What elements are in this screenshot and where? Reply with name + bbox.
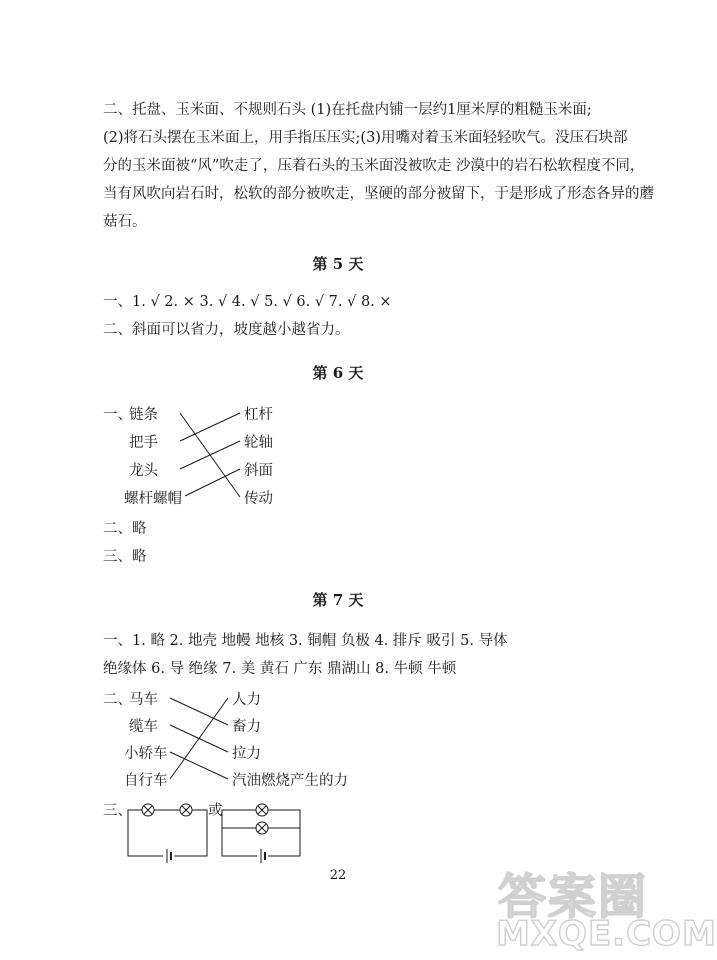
day7-answer-1: 一、1. 略 2. 地壳 地幔 地核 3. 铜帽 负极 4. 排斥 吸引 5. 导体 [103, 633, 508, 649]
day5-answer-1: 一、1. √ 2. × 3. √ 4. √ 5. √ 6. √ 7. √ 8. × [103, 294, 392, 310]
day6-item1-prefix: 一、 [103, 407, 132, 423]
day5-answer-2: 二、斜面可以省力，坡度越小越省力。 [103, 322, 350, 338]
day6-right-1: 轮轴 [244, 435, 273, 451]
day6-heading: 第 6 天 [312, 364, 364, 382]
paragraph-line-2: (2)将石头摆在玉米面上，用手指压压实;(3)用嘴对着玉米面轻轻吹气。没压石块部 [103, 130, 628, 146]
paragraph-line-5: 菇石。 [103, 214, 147, 230]
day7-left-2: 小轿车 [124, 746, 168, 762]
day6-right-3: 传动 [244, 491, 273, 507]
day6-left-2: 龙头 [129, 463, 158, 479]
day7-item2-prefix: 二、 [103, 692, 132, 708]
day7-right-0: 人力 [232, 692, 261, 708]
watermark-logo: 答案圈 [498, 869, 649, 925]
day6-left-0: 链条 [129, 407, 158, 423]
page-number: 22 [329, 868, 347, 883]
day6-left-3: 螺杆螺帽 [124, 491, 182, 507]
paragraph-line-4: 当有风吹向岩石时，松软的部分被吹走，坚硬的部分被留下，于是形成了形态各异的蘑 [103, 186, 654, 202]
day7-left-0: 马车 [129, 692, 158, 708]
day7-left-1: 缆车 [129, 719, 158, 735]
paragraph-line-3: 分的玉米面被“风”吹走了，压着石头的玉米面没被吹走 沙漠中的岩石松软程度不同， [103, 158, 645, 174]
day6-right-0: 杠杆 [244, 407, 273, 423]
day7-item3-prefix: 三、 [103, 803, 132, 819]
watermark-url: MXQE.COM [496, 914, 717, 954]
or-text: 或 [208, 803, 223, 819]
day6-right-2: 斜面 [244, 463, 273, 479]
day7-right-2: 拉力 [232, 746, 261, 762]
day7-right-1: 畜力 [232, 719, 261, 735]
paragraph-line-1: 二、托盘、玉米面、不规则石头 (1)在托盘内铺一层约1厘米厚的粗糙玉米面; [103, 102, 592, 118]
day6-item3: 三、略 [103, 549, 147, 565]
day6-left-1: 把手 [129, 435, 158, 451]
day7-answer-2: 绝缘体 6. 导 绝缘 7. 美 黄石 广东 鼎湖山 8. 牛顿 牛顿 [103, 661, 457, 677]
day6-item2: 二、略 [103, 521, 147, 537]
day7-heading: 第 7 天 [312, 591, 364, 609]
day5-heading: 第 5 天 [312, 255, 364, 273]
day7-right-3: 汽油燃烧产生的力 [232, 773, 348, 789]
day7-left-3: 自行车 [124, 773, 168, 789]
